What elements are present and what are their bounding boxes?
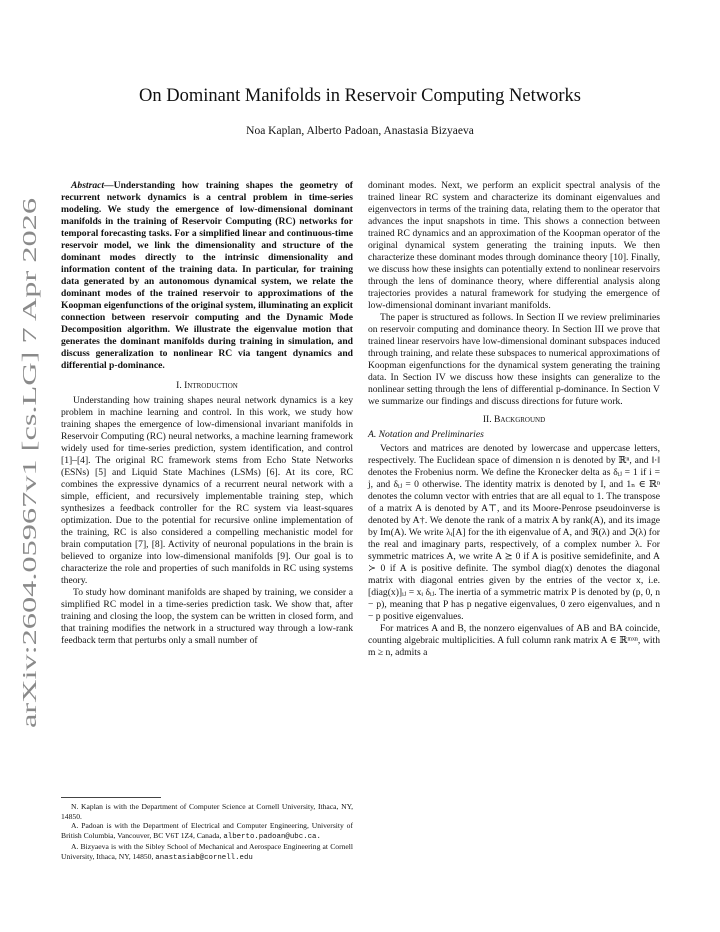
notation-paragraph-2: For matrices A and B, the nonzero eigenvalues of AB and BA coincide, counting algebraic multiplicities. A full column rank matrix A ∈ ℝᵐˣⁿ, with m ≥ n, admits a bbox=[368, 623, 660, 658]
email-padoan[interactable]: alberto.padoan@ubc.ca. bbox=[223, 832, 321, 841]
abstract bbox=[61, 180, 353, 372]
abstract-label: Abstract— bbox=[71, 180, 114, 191]
email-bizyaeva[interactable]: anastasiab@cornell.edu bbox=[155, 853, 253, 862]
left-column bbox=[61, 180, 353, 647]
footnote-rule bbox=[61, 797, 161, 798]
subsection-heading-notation: A. Notation and Preliminaries bbox=[368, 429, 484, 440]
intro-paragraph-1: Understanding how training shapes neural network dynamics is a key problem in machine learning and control. In this work, we study how training shapes the emergence of low-dimensional invariant manifolds in Reservoir Computing (RC) neural networks, a machine learning framework widely used for time-series prediction, system identification, and control [1]–[4]. The original RC framework stems from Echo State Networks (ESNs) [5] and Liquid State Machines (LSMs) [6]. At its core, RC combines the expressive dynamics of a recurrent neural network with a simple, efficient, and recursively implementable training step, which synthesizes a feedback controller for the RC system via least-squares optimization. Due to the potential for recursive online implementation of the training, RC is also considered a compelling mechanistic model for brain computation [7], [8]. Activity of neuronal populations in the brain is believed to organize into low-dimensional manifolds [9]. Our goal is to characterize the role and properties of such manifolds in RC using systems theory. bbox=[61, 395, 353, 586]
arxiv-stamp-text: arXiv:2604.05967v1 [cs.LG] 7 Apr 2026 bbox=[19, 400, 41, 728]
notation-paragraph-1: Vectors and matrices are denoted by lowercase and uppercase letters, respectively. The Euclidean space of dimension n is denoted by ℝⁿ, and ‖·‖ denotes the Frobenius norm. We define the Kronecker delta as δᵢⱼ = 1 if i = j, and δᵢⱼ = 0 otherwise. The identity matrix is denoted by I, and 1ₙ ∈ ℝⁿ denotes the column vector with entries that are all equal to 1. The transpose of a matrix A is denoted by A⊤, and its Moore-Penrose pseudoinverse is denoted by A†. We denote the rank of a matrix A by rank(A), and its image by Im(A). We write λᵢ[A] for the ith eigenvalue of A, and ℜ(λ) and ℑ(λ) for the real and imaginary parts, respectively, of a complex number λ. For symmetric matrices A, we write A ⪰ 0 if A is positive semidefinite, and A ≻ 0 if A is positive definite. The symbol diag(x) denotes the diagonal matrix with diagonal entries given by the entries of the vector x, i.e. [diag(x)]ᵢⱼ = xᵢ δᵢⱼ. The inertia of a symmetric matrix P is denoted by (p, 0, n − p), meaning that P has p negative eigenvalues, 0 zero eigenvalues, and n − p positive eigenvalues. bbox=[368, 443, 660, 622]
footnotes bbox=[61, 802, 353, 864]
paper-title: On Dominant Manifolds in Reservoir Computing Networks bbox=[139, 86, 581, 106]
arxiv-stamp bbox=[4, 180, 48, 740]
paper-authors: Noa Kaplan, Alberto Padoan, Anastasia Bizyaeva bbox=[246, 125, 474, 137]
abstract-text: Understanding how training shapes the geometry of recurrent network dynamics is a central problem in time-series modeling. We study the emergence of low-dimensional dominant manifolds in the training of Reservoir Computing (RC) networks for temporal forecasting tasks. For a simplified linear and continuous-time reservoir model, we link the dimensionality and structure of the dominant modes directly to the intrinsic dimensionality and information content of the training data. In particular, for training data generated by an autonomous dynamical system, we relate the dominant modes of the trained reservoir to approximations of the Koopman eigenfunctions of the original system, illuminating an explicit connection between reservoir computing and the Dynamic Mode Decomposition algorithm. We illustrate the eigenvalue motion that generates the dominant manifolds during training in simulation, and discuss generalization to nonlinear RC via tangent dynamics and differential p-dominance. bbox=[61, 180, 353, 371]
section-heading-introduction: I. Introduction bbox=[176, 380, 238, 391]
intro-paragraph-2: To study how dominant manifolds are shaped by training, we consider a simplified RC model in a time-series prediction task. We show that, after training and closing the loop, the system can be written in closed form, and that training modifies the network in a structured way through a low-rank feedback term that perturbs only a small number of bbox=[61, 587, 353, 646]
intro-paragraph-4: The paper is structured as follows. In Section II we review preliminaries on reservoir computing and dominance theory. In Section III we prove that trained linear reservoirs have low-dimensional dominant subspaces induced through training, and relate these subspaces to numerical approximations of Koopman eigenfunctions for the dynamical system generating the training data. In Section IV we discuss how these insights can generalize to the nonlinear setting through the lens of differential p-dominance. In Section V we summarize our findings and discuss directions for future work. bbox=[368, 312, 660, 407]
footnote-padoan: A. Padoan is with the Department of Electrical and Computer Engineering, University of British Columbia, Vancouver, BC V6T 1Z4, Canada, alberto.padoan@ubc.ca. bbox=[61, 821, 353, 841]
right-column bbox=[368, 180, 660, 659]
intro-paragraph-3: dominant modes. Next, we perform an explicit spectral analysis of the trained linear RC system and characterize its dominant eigenvalues and eigenvectors in terms of the training data, relating them to the operator that advances the input snapshots in time. This shows a connection between trained RC dynamics and an approximation of the Koopman operator of the original dynamical system generating the training inputs. We then characterize these dominant modes through dominance theory [10]. Finally, we discuss how these insights can potentially extend to nonlinear reservoirs through the lens of dominance theory, where differential analysis along trajectories provides a natural framework for studying the emergence of low-dimensional dominant invariant manifolds. bbox=[368, 180, 660, 311]
footnote-kaplan: N. Kaplan is with the Department of Computer Science at Cornell University, Ithaca, NY, 14850. bbox=[61, 802, 353, 821]
section-heading-background: II. Background bbox=[482, 414, 546, 425]
footnote-bizyaeva: A. Bizyaeva is with the Sibley School of Mechanical and Aerospace Engineering at Cornell University, Ithaca, NY, 14850, anastasiab@cornell.edu bbox=[61, 842, 353, 862]
